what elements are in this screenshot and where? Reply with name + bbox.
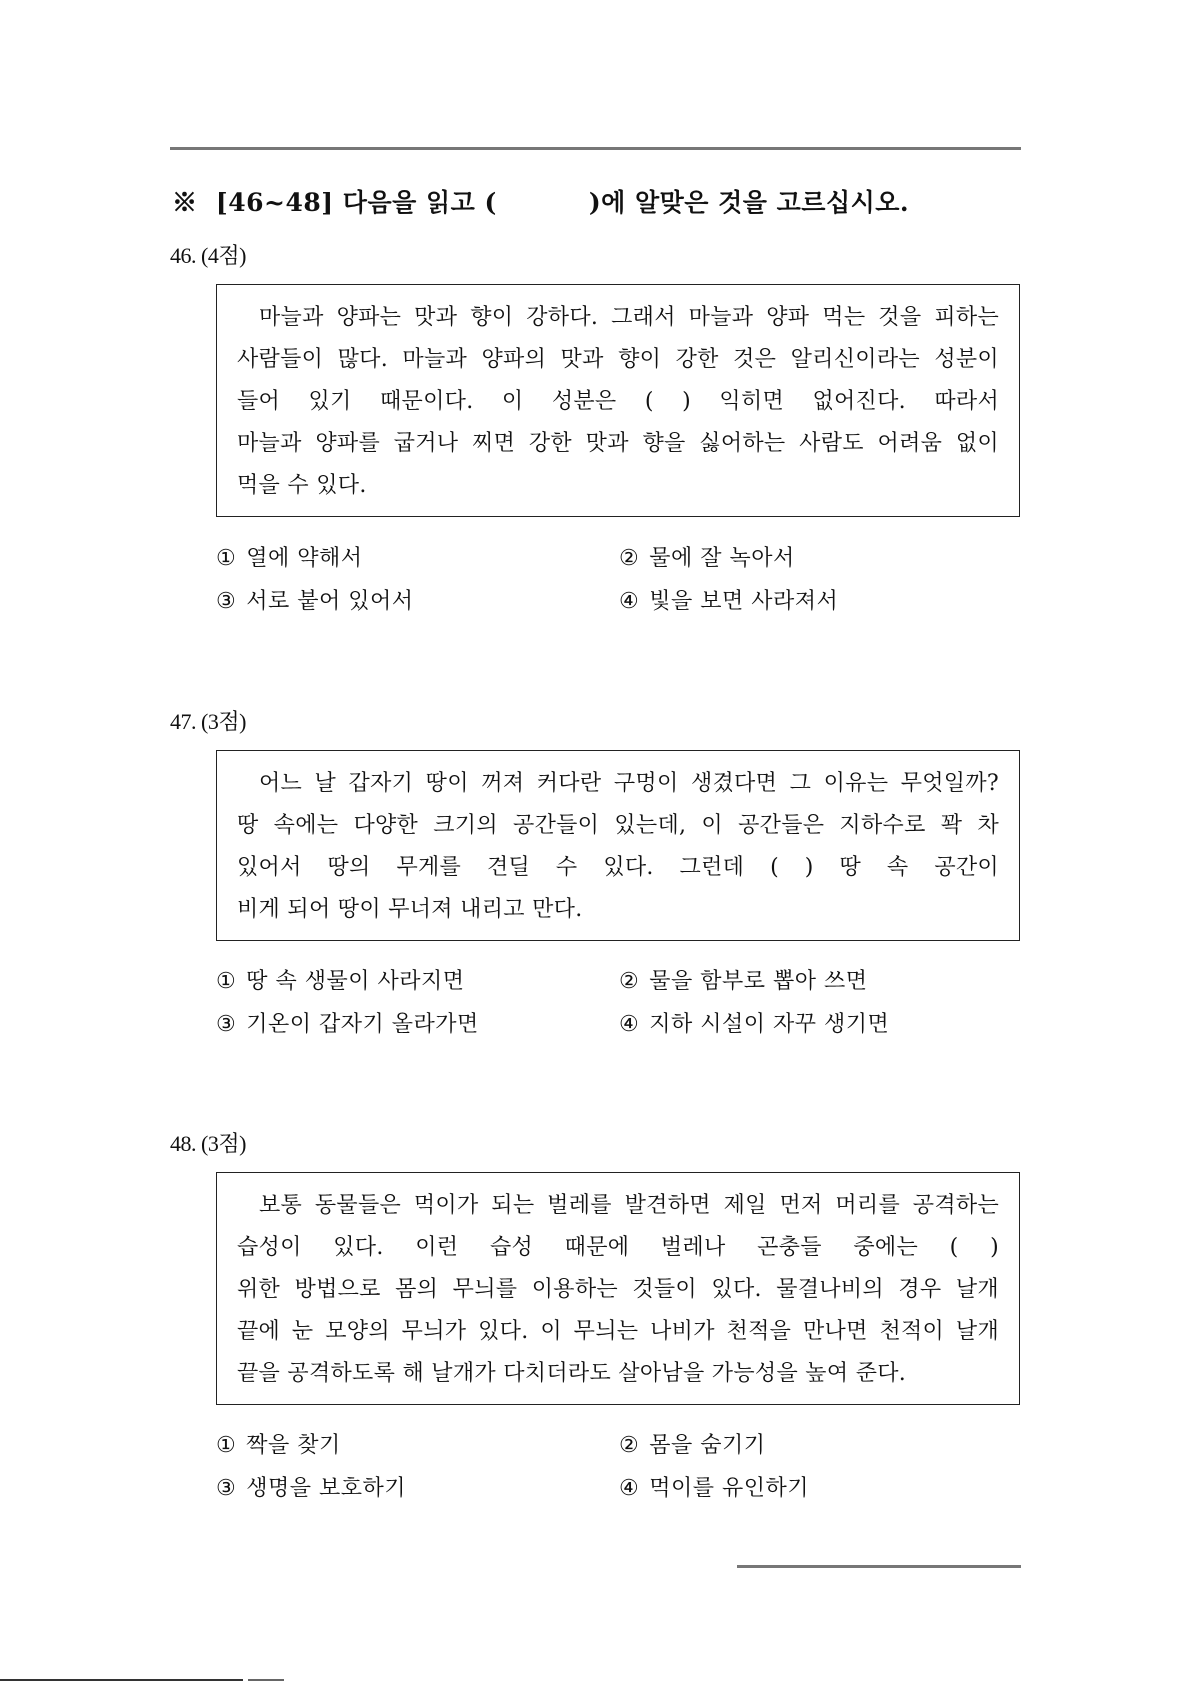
passage-line: 보통 동물들은 먹이가 되는 벌레를 발견하면 제일 먼저 머리를 공격하는 xyxy=(259,1193,999,1218)
question-number-46: 46. (4점) xyxy=(170,243,246,268)
bottom-rule xyxy=(737,1565,1021,1568)
choice-2[interactable]: ② 물에 잘 녹아서 xyxy=(619,546,795,571)
choice-1[interactable]: ① 열에 약해서 xyxy=(216,546,363,571)
passage-line: 사람들이 많다. 마늘과 양파의 맛과 향이 강한 것은 알리신이라는 성분이 xyxy=(237,347,999,372)
passage-box-48 xyxy=(216,1172,1020,1405)
choice-1[interactable]: ① 짝을 찾기 xyxy=(216,1433,341,1458)
choice-4[interactable]: ④ 먹이를 유인하기 xyxy=(619,1476,809,1501)
choice-3[interactable]: ③ 기온이 갑자기 올라가면 xyxy=(216,1012,479,1037)
question-number-47: 47. (3점) xyxy=(170,709,246,734)
choice-2[interactable]: ② 몸을 숨기기 xyxy=(619,1433,766,1458)
footer-rule xyxy=(0,1679,243,1681)
choice-2[interactable]: ② 물을 함부로 뽑아 쓰면 xyxy=(619,969,868,994)
passage-line: 먹을 수 있다. xyxy=(237,473,367,498)
passage-box-46 xyxy=(216,284,1020,517)
choice-4[interactable]: ④ 지하 시설이 자꾸 생기면 xyxy=(619,1012,890,1037)
passage-line: 끝에 눈 모양의 무늬가 있다. 이 무늬는 나비가 천적을 만나면 천적이 날개 xyxy=(237,1319,999,1344)
passage-line: 비게 되어 땅이 무너져 내리고 만다. xyxy=(237,897,583,922)
passage-line: 어느 날 갑자기 땅이 꺼져 커다란 구멍이 생겼다면 그 이유는 무엇일까? xyxy=(259,771,999,796)
top-rule xyxy=(170,147,1021,150)
choice-1[interactable]: ① 땅 속 생물이 사라지면 xyxy=(216,969,465,994)
passage-line: 땅 속에는 다양한 크기의 공간들이 있는데, 이 공간들은 지하수로 꽉 차 xyxy=(237,813,999,838)
question-number-48: 48. (3점) xyxy=(170,1131,246,1156)
section-instruction: ※ [46~48] 다음을 읽고 ( )에 알맞은 것을 고르십시오. xyxy=(172,188,910,217)
passage-line: 습성이 있다. 이런 습성 때문에 벌레나 곤충들 중에는 ( ) xyxy=(237,1235,999,1260)
passage-line: 들어 있기 때문이다. 이 성분은 ( ) 익히면 없어진다. 따라서 xyxy=(237,389,999,414)
choice-3[interactable]: ③ 서로 붙어 있어서 xyxy=(216,589,414,614)
passage-line: 마늘과 양파를 굽거나 찌면 강한 맛과 향을 싫어하는 사람도 어려움 없이 xyxy=(237,431,999,456)
choice-4[interactable]: ④ 빛을 보면 사라져서 xyxy=(619,589,839,614)
passage-line: 있어서 땅의 무게를 견딜 수 있다. 그런데 ( ) 땅 속 공간이 xyxy=(237,855,999,880)
passage-line: 마늘과 양파는 맛과 향이 강하다. 그래서 마늘과 양파 먹는 것을 피하는 xyxy=(259,305,999,330)
footer-rule-segment xyxy=(248,1679,284,1681)
passage-box-47 xyxy=(216,750,1020,941)
passage-line: 위한 방법으로 몸의 무늬를 이용하는 것들이 있다. 물결나비의 경우 날개 xyxy=(237,1277,999,1302)
passage-line: 끝을 공격하도록 해 날개가 다치더라도 살아남을 가능성을 높여 준다. xyxy=(237,1361,907,1386)
choice-3[interactable]: ③ 생명을 보호하기 xyxy=(216,1476,406,1501)
